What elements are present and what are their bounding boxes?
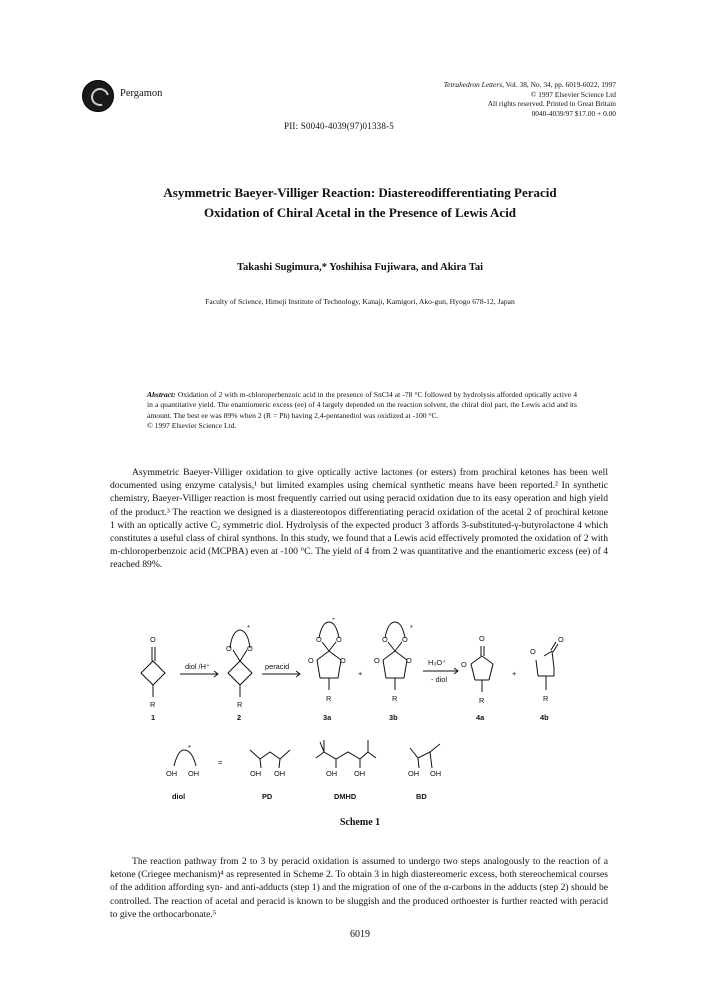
price-line: 0040-4039/97 $17.00 + 0.00 bbox=[531, 108, 616, 118]
paragraph-1-text: Asymmetric Baeyer-Villiger oxidation to give optically active lactones (or esters) from prochiral ketones has been well documented using enzyme catalysis,¹ but limited examples using chemical synthetic means have been reported.² In synthetic chemistry, Baeyer-Villiger reaction is most frequently carried out using peracid oxidation due to its easy operation and high yield of the product.³ The reaction we designed is a diastereotopos differentiating peracid oxidation of the acetal 2 of prochiral ketone 1 with an optically active C₂ symmetric diol. Hydrolysis of the expected product 3 affords 3-substituted-γ-butyrolactone 4 which constitutes a useful class of chiral synthons. In this study, we found that a Lewis acid effectively promoted the oxidation of 2 with m-chloroperbenzoic acid (MCPBA) even at -100 °C. The yield of 4 from 2 was quantitative and the enantiomeric excess (ee) of 4 reached 89%. bbox=[110, 467, 608, 571]
diol-oh-right: OH bbox=[188, 769, 200, 778]
paragraph-2-text: The reaction pathway from 2 to 3 by peracid oxidation is assumed to undergo two steps analogously to the reaction of a ketone (Criegee mechanism)⁴ as represented in Scheme 2. To obtain 3 in high diastereomeric excess, both stereochemical courses of the addition affording syn- and anti-adducts (step 1) and the migration of one of the α-carbons in the adducts (step 2) should be controlled. The reaction of acetal and peracid is known to be sluggish and the produced orthoester is further reacted with peracid to give the orthocarbonate.⁵ bbox=[110, 856, 608, 920]
compound-3a-oxygen-left: O bbox=[316, 635, 322, 644]
compound-4a-carbonyl-oxygen: O bbox=[479, 634, 485, 643]
pii-line: PII: S0040-4039(97)01338-5 bbox=[284, 121, 394, 131]
equals-sign: = bbox=[218, 758, 223, 767]
abstract-text: Oxidation of 2 with m-chloroperbenzoic acid in the presence of SnCl4 at -78 °C followed by hydrolysis afforded optically active 4 in a quantitative yield. The enantiomeric excess (ee) of 4 largely depended on the reaction solvent, the chiral diol part, the Lewis acid and its amount. The best ee was 89% when 2 (R = Ph) having 2,4-pentanediol was oxidized at -100 °C. bbox=[147, 390, 577, 420]
reagent-peracid: peracid bbox=[265, 662, 290, 671]
body-paragraph-2 bbox=[110, 855, 608, 921]
label-compound-3b: 3b bbox=[389, 713, 398, 722]
compound-3b-oxygen-right: O bbox=[402, 635, 408, 644]
bd-oh-right: OH bbox=[430, 769, 442, 778]
reagent-minus-diol: - diol bbox=[431, 675, 448, 684]
compound-3a-ring-oxygen: O bbox=[308, 656, 314, 665]
compound-3b-ring-oxygen: O bbox=[374, 656, 380, 665]
journal-info bbox=[444, 80, 616, 118]
compound-2-structure bbox=[226, 623, 253, 709]
label-diol: diol bbox=[172, 792, 186, 801]
diol-chiral-star: * bbox=[188, 743, 191, 752]
compound-1-oxygen: O bbox=[150, 635, 156, 644]
reagent-hydronium: H₃O⁺ bbox=[428, 658, 446, 667]
journal-name: Tetrahedron Letters bbox=[443, 80, 503, 89]
publisher-name: Pergamon bbox=[120, 88, 163, 99]
compound-2-oxygen-left: O bbox=[226, 644, 232, 653]
compound-3a-oxygen-right: O bbox=[336, 635, 342, 644]
plus-sign-2: + bbox=[512, 669, 517, 678]
compound-3b-structure bbox=[374, 622, 413, 703]
compound-3a-chiral-star: * bbox=[332, 618, 335, 624]
pd-structure bbox=[250, 750, 290, 778]
compound-2-chiral-star: * bbox=[247, 623, 250, 632]
label-pd: PD bbox=[262, 792, 273, 801]
rights-line: All rights reserved. Printed in Great Britain bbox=[487, 99, 616, 109]
bd-structure bbox=[408, 744, 441, 778]
compound-4b-ring-oxygen: O bbox=[530, 647, 536, 656]
label-bd: BD bbox=[416, 792, 427, 801]
compound-3a-r-group: R bbox=[326, 694, 332, 703]
bd-oh-left: OH bbox=[408, 769, 420, 778]
compound-4a-r-group: R bbox=[479, 696, 485, 705]
diol-generic-structure bbox=[166, 743, 199, 778]
dmhd-oh-right: OH bbox=[354, 769, 366, 778]
compound-4b-r-group: R bbox=[543, 694, 549, 703]
reagent-diol-acid: diol /H⁺ bbox=[185, 662, 210, 671]
compound-3b-oxygen-left: O bbox=[382, 635, 388, 644]
label-compound-1: 1 bbox=[151, 713, 156, 722]
compound-4b-structure bbox=[530, 635, 564, 703]
compound-1-r-group: R bbox=[150, 700, 156, 709]
copyright-line: © 1997 Elsevier Science Ltd bbox=[530, 89, 616, 99]
compound-3b-r-group: R bbox=[392, 694, 398, 703]
compound-2-oxygen-right: O bbox=[247, 644, 253, 653]
compound-4a-structure bbox=[461, 634, 493, 705]
label-compound-2: 2 bbox=[237, 713, 242, 722]
article-title bbox=[60, 183, 660, 223]
compound-4a-ring-oxygen: O bbox=[461, 660, 467, 669]
dmhd-structure bbox=[316, 740, 376, 778]
plus-sign-1: + bbox=[358, 669, 363, 678]
scheme-1-figure bbox=[120, 618, 600, 838]
pergamon-logo bbox=[82, 80, 114, 112]
label-dmhd: DMHD bbox=[334, 792, 357, 801]
affiliation: Faculty of Science, Himeji Institute of Technology, Kanaji, Kamigori, Ako-gun, Hyogo 678-12, Japan bbox=[205, 297, 515, 306]
journal-volume: , Vol. 38, No. 34, pp. 6019-6022, 1997 bbox=[502, 80, 616, 89]
compound-3b-ring-oxygen-2: O bbox=[406, 656, 412, 665]
abstract-copyright: © 1997 Elsevier Science Ltd. bbox=[147, 421, 237, 431]
pd-oh-right: OH bbox=[274, 769, 286, 778]
authors: Takashi Sugimura,* Yoshihisa Fujiwara, and Akira Tai bbox=[236, 262, 484, 273]
compound-3b-chiral-star: * bbox=[410, 623, 413, 632]
page-number: 6019 bbox=[350, 929, 370, 940]
label-compound-4a: 4a bbox=[476, 713, 485, 722]
pd-oh-left: OH bbox=[250, 769, 262, 778]
title-line-2: Oxidation of Chiral Acetal in the Presence of Lewis Acid bbox=[203, 205, 517, 220]
compound-2-r-group: R bbox=[237, 700, 243, 709]
body-paragraph-1 bbox=[110, 466, 608, 572]
compound-3a-ring-oxygen-2: O bbox=[340, 656, 346, 665]
diol-oh-left: OH bbox=[166, 769, 178, 778]
dmhd-oh-left: OH bbox=[326, 769, 338, 778]
label-compound-3a: 3a bbox=[323, 713, 332, 722]
scheme-title: Scheme 1 bbox=[339, 817, 381, 828]
label-compound-4b: 4b bbox=[540, 713, 549, 722]
compound-1-structure bbox=[141, 635, 165, 709]
compound-4b-carbonyl-oxygen: O bbox=[558, 635, 564, 644]
abstract-label: Abstract: bbox=[147, 390, 176, 399]
compound-3a-structure bbox=[308, 618, 346, 703]
abstract bbox=[147, 390, 577, 432]
title-line-1: Asymmetric Baeyer-Villiger Reaction: Diastereodifferentiating Peracid bbox=[163, 185, 557, 200]
